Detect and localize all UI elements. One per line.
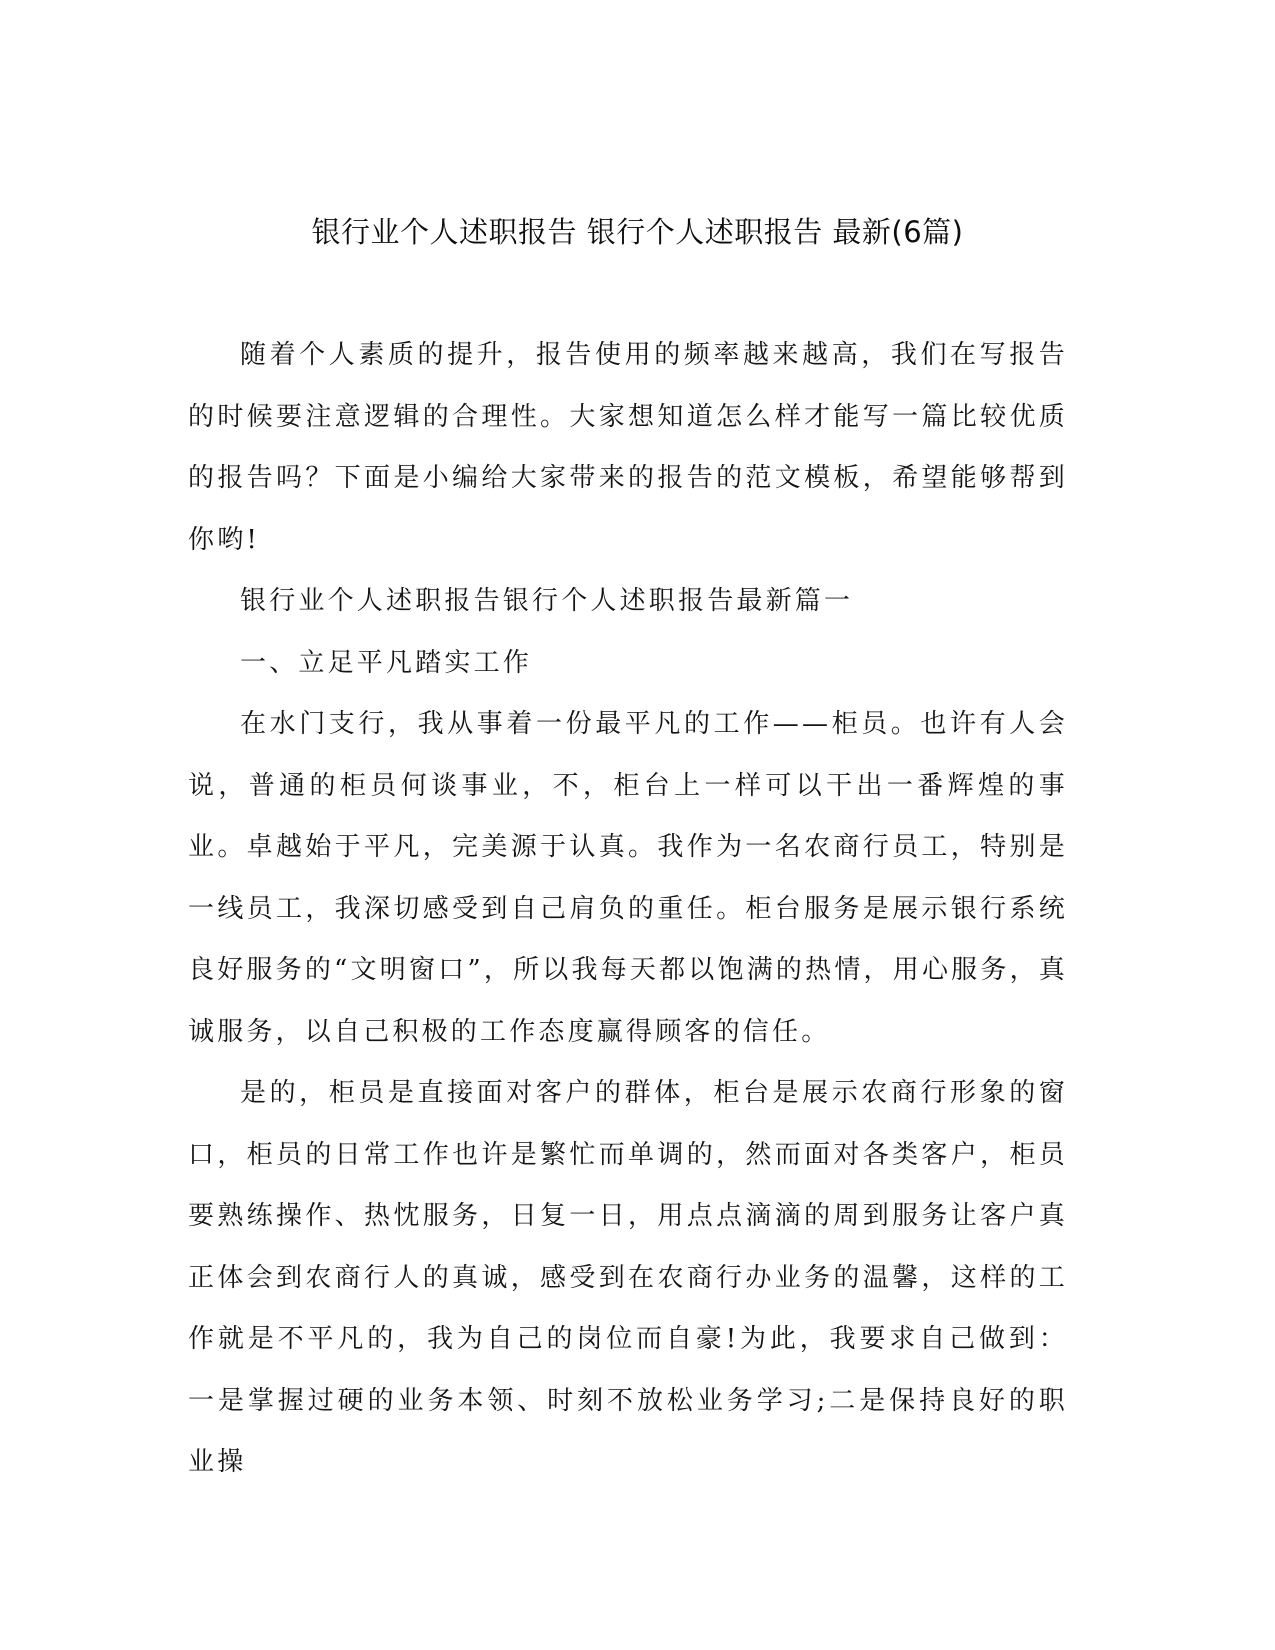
- body-paragraph: 在水门支行，我从事着一份最平凡的工作——柜员。也许有人会说，普通的柜员何谈事业，不，柜台上一样可以干出一番辉煌的事业。卓越始于平凡，完美源于认真。我作为一名农商行员工，特别是一线员工，我深切感受到自己肩负的重任。柜台服务是展示银行系统良好服务的“文明窗口”，所以我每天都以饱满的热情，用心服务，真诚服务，以自己积极的工作态度赢得顾客的信任。: [188, 709, 1068, 1047]
- intro-paragraph: 随着个人素质的提升，报告使用的频率越来越高，我们在写报告的时候要注意逻辑的合理性。大家想知道怎么样才能写一篇比较优质的报告吗？下面是小编给大家带来的报告的范文模板，希望能够帮到你哟!: [188, 340, 1068, 555]
- section-heading: 银行业个人述职报告银行个人述职报告最新篇一: [240, 586, 854, 616]
- document-body: [188, 325, 1068, 1494]
- body-paragraph: 是的，柜员是直接面对客户的群体，柜台是展示农商行形象的窗口，柜员的日常工作也许是繁忙而单调的，然而面对各类客户，柜员要熟练操作、热忱服务，日复一日，用点点滴滴的周到服务让客户真正体会到农商行人的真诚，感受到在农商行办业务的温馨，这样的工作就是不平凡的，我为自己的岗位而自豪!为此，我要求自己做到：一是掌握过硬的业务本领、时刻不放松业务学习;二是保持良好的职业操: [188, 1078, 1068, 1477]
- subsection-heading: 一、立足平凡踏实工作: [240, 647, 533, 678]
- document-title: 银行业个人述职报告 银行个人述职报告 最新(6篇): [311, 215, 964, 249]
